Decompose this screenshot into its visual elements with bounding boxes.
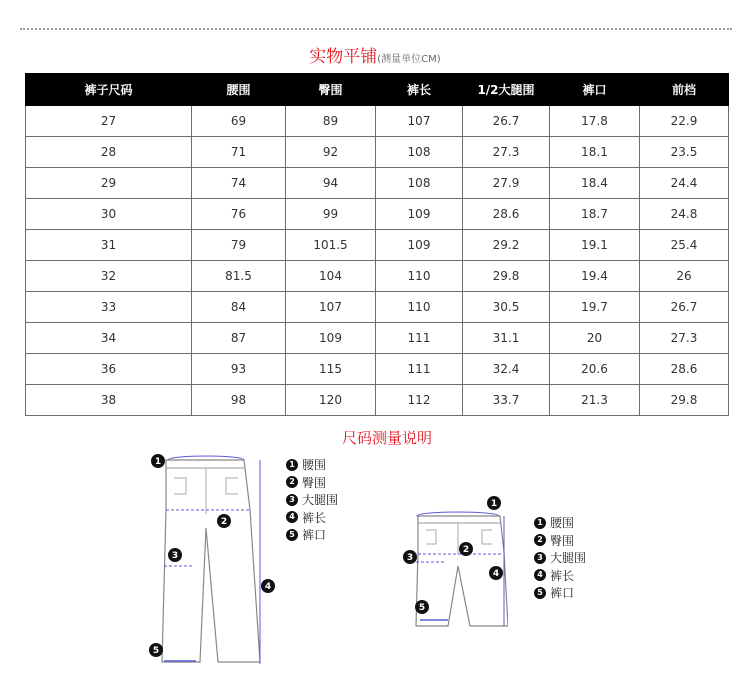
legend-label: 裤长 <box>302 510 327 525</box>
legend-label: 臀围 <box>302 475 327 490</box>
table-cell: 31.1 <box>463 323 550 354</box>
table-cell: 24.8 <box>640 199 729 230</box>
legend-number-badge: 4 <box>534 569 546 581</box>
marker-5-number: 5 <box>418 603 426 613</box>
table-cell: 26.7 <box>640 292 729 323</box>
table-cell: 19.1 <box>550 230 640 261</box>
shorts-legend <box>534 514 586 602</box>
table-cell: 33 <box>26 292 192 323</box>
table-row <box>26 106 729 137</box>
table-cell: 22.9 <box>640 106 729 137</box>
marker-4-number: 4 <box>492 569 500 579</box>
table-cell: 30.5 <box>463 292 550 323</box>
table-cell: 110 <box>376 261 463 292</box>
table-cell: 27.3 <box>463 137 550 168</box>
legend-item <box>534 567 586 585</box>
table-row <box>26 230 729 261</box>
table-cell: 38 <box>26 385 192 416</box>
legend-number-badge: 5 <box>286 529 298 541</box>
table-cell: 107 <box>376 106 463 137</box>
legend-label: 大腿围 <box>550 551 587 566</box>
table-cell: 34 <box>26 323 192 354</box>
table-row <box>26 137 729 168</box>
table-header-row <box>26 74 729 106</box>
table-cell: 99 <box>286 199 376 230</box>
marker-5-number: 5 <box>152 646 160 656</box>
marker-2 <box>217 514 231 528</box>
marker-5 <box>415 600 429 614</box>
marker-3-number: 3 <box>406 553 414 563</box>
table-row <box>26 261 729 292</box>
table-cell: 32 <box>26 261 192 292</box>
table-cell: 18.4 <box>550 168 640 199</box>
marker-2 <box>459 542 473 556</box>
title-text: 实物平铺 <box>309 47 378 67</box>
table-cell: 29 <box>26 168 192 199</box>
size-table <box>25 73 729 416</box>
table-cell: 20.6 <box>550 354 640 385</box>
table-row <box>26 385 729 416</box>
table-cell: 112 <box>376 385 463 416</box>
legend-item <box>286 526 338 544</box>
table-row <box>26 168 729 199</box>
table-cell: 28.6 <box>463 199 550 230</box>
measurement-guide-title: 尺码测量说明 <box>341 429 432 447</box>
table-cell: 120 <box>286 385 376 416</box>
marker-2-number: 2 <box>462 545 470 555</box>
table-cell: 27 <box>26 106 192 137</box>
table-cell: 101.5 <box>286 230 376 261</box>
legend-number-badge: 3 <box>286 494 298 506</box>
table-cell: 36 <box>26 354 192 385</box>
table-cell: 87 <box>192 323 286 354</box>
table-cell: 74 <box>192 168 286 199</box>
table-cell: 29.2 <box>463 230 550 261</box>
column-header: 前档 <box>640 74 729 106</box>
legend-label: 裤口 <box>550 586 575 601</box>
table-cell: 110 <box>376 292 463 323</box>
table-row <box>26 292 729 323</box>
table-cell: 32.4 <box>463 354 550 385</box>
legend-number-badge: 2 <box>286 476 298 488</box>
table-cell: 20 <box>550 323 640 354</box>
table-cell: 108 <box>376 168 463 199</box>
table-cell: 111 <box>376 323 463 354</box>
table-cell: 26 <box>640 261 729 292</box>
table-cell: 26.7 <box>463 106 550 137</box>
table-cell: 108 <box>376 137 463 168</box>
table-cell: 109 <box>376 199 463 230</box>
column-header: 腰围 <box>192 74 286 106</box>
table-cell: 28 <box>26 137 192 168</box>
legend-number-badge: 1 <box>286 459 298 471</box>
legend-label: 裤口 <box>302 528 327 543</box>
table-cell: 24.4 <box>640 168 729 199</box>
marker-4 <box>489 566 503 580</box>
table-cell: 25.4 <box>640 230 729 261</box>
table-cell: 19.4 <box>550 261 640 292</box>
table-cell: 79 <box>192 230 286 261</box>
table-cell: 92 <box>286 137 376 168</box>
table-cell: 28.6 <box>640 354 729 385</box>
table-cell: 111 <box>376 354 463 385</box>
marker-1 <box>487 496 501 510</box>
trousers-diagram <box>148 450 280 672</box>
column-header: 臀围 <box>286 74 376 106</box>
table-cell: 69 <box>192 106 286 137</box>
marker-3 <box>168 548 182 562</box>
legend-label: 臀围 <box>550 533 575 548</box>
top-dotted-divider <box>20 28 732 30</box>
legend-item <box>286 474 338 492</box>
shorts-diagram <box>400 492 508 630</box>
table-cell: 27.3 <box>640 323 729 354</box>
legend-number-badge: 1 <box>534 517 546 529</box>
marker-1 <box>151 454 165 468</box>
table-cell: 21.3 <box>550 385 640 416</box>
table-cell: 109 <box>286 323 376 354</box>
table-cell: 76 <box>192 199 286 230</box>
legend-label: 腰围 <box>302 458 327 473</box>
column-header: 裤子尺码 <box>26 74 192 106</box>
legend-number-badge: 5 <box>534 587 546 599</box>
table-cell: 98 <box>192 385 286 416</box>
marker-4-number: 4 <box>264 582 272 592</box>
table-cell: 81.5 <box>192 261 286 292</box>
marker-3-number: 3 <box>171 551 179 561</box>
column-header: 1/2大腿围 <box>463 74 550 106</box>
table-cell: 71 <box>192 137 286 168</box>
legend-number-badge: 4 <box>286 511 298 523</box>
table-row <box>26 199 729 230</box>
table-cell: 107 <box>286 292 376 323</box>
table-cell: 94 <box>286 168 376 199</box>
table-cell: 33.7 <box>463 385 550 416</box>
table-cell: 109 <box>376 230 463 261</box>
legend-number-badge: 3 <box>534 552 546 564</box>
legend-label: 大腿围 <box>302 493 339 508</box>
column-header: 裤长 <box>376 74 463 106</box>
table-cell: 18.7 <box>550 199 640 230</box>
table-cell: 18.1 <box>550 137 640 168</box>
marker-1-number: 1 <box>490 499 498 509</box>
table-cell: 17.8 <box>550 106 640 137</box>
table-row <box>26 354 729 385</box>
table-cell: 27.9 <box>463 168 550 199</box>
table-cell: 89 <box>286 106 376 137</box>
trousers-legend <box>286 456 338 544</box>
unit-note: (测量单位CM) <box>377 54 441 65</box>
table-cell: 115 <box>286 354 376 385</box>
legend-item <box>286 456 338 474</box>
section-title <box>0 42 750 67</box>
table-cell: 19.7 <box>550 292 640 323</box>
legend-item <box>534 584 586 602</box>
marker-5 <box>149 643 163 657</box>
table-row <box>26 323 729 354</box>
legend-item <box>534 549 586 567</box>
marker-1-number: 1 <box>154 457 162 467</box>
legend-label: 腰围 <box>550 516 575 531</box>
legend-item <box>286 491 338 509</box>
marker-4 <box>261 579 275 593</box>
table-cell: 30 <box>26 199 192 230</box>
table-body <box>26 106 729 416</box>
table-cell: 93 <box>192 354 286 385</box>
table-cell: 29.8 <box>463 261 550 292</box>
legend-number-badge: 2 <box>534 534 546 546</box>
legend-item <box>534 532 586 550</box>
table-cell: 29.8 <box>640 385 729 416</box>
legend-item <box>534 514 586 532</box>
table-cell: 31 <box>26 230 192 261</box>
legend-item <box>286 509 338 527</box>
table-cell: 84 <box>192 292 286 323</box>
table-cell: 104 <box>286 261 376 292</box>
legend-label: 裤长 <box>550 568 575 583</box>
marker-2-number: 2 <box>220 517 228 527</box>
marker-3 <box>403 550 417 564</box>
column-header: 裤口 <box>550 74 640 106</box>
table-cell: 23.5 <box>640 137 729 168</box>
